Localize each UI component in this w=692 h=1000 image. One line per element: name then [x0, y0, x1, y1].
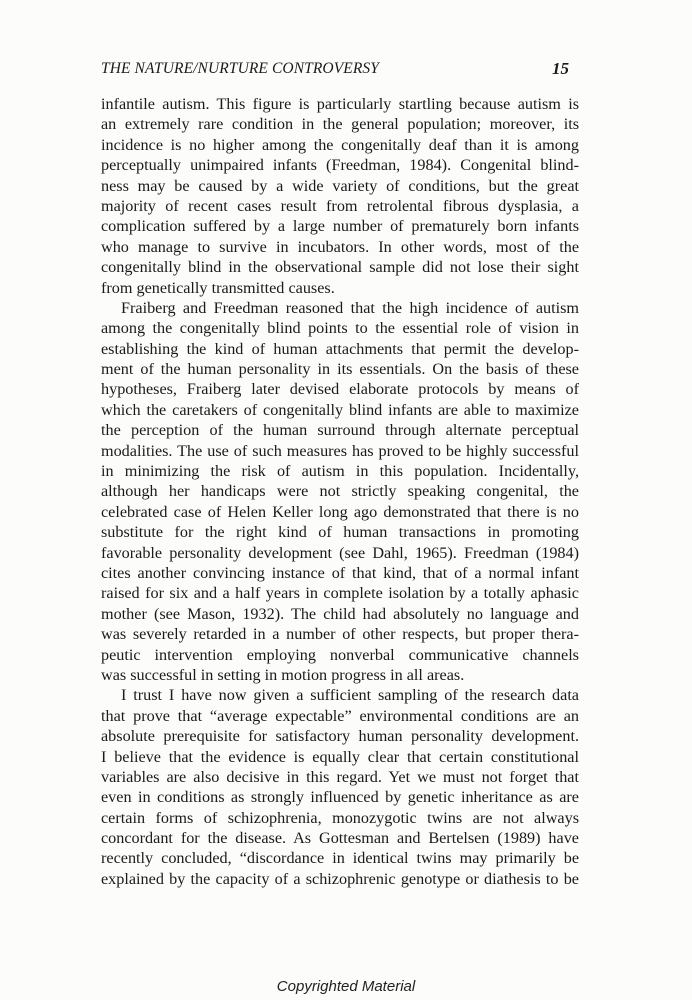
text-line: recently concluded, “discordance in identical twins may primarily be [101, 849, 579, 868]
text-line: complication suffered by a large number of prematurely born infants [101, 217, 579, 236]
text-line: infantile autism. This figure is particularly startling because autism is [101, 95, 579, 113]
text-line: although her handicaps were not strictly speaking congenital, the [101, 482, 579, 501]
text-line: cites another convincing instance of that kind, that of a normal infant [101, 563, 579, 582]
text-line: the perception of the human surround through alternate perceptual [101, 421, 579, 440]
text-line: ment of the human personality in its essentials. On the basis of these [101, 360, 579, 379]
text-line: which the caretakers of congenitally blind infants are able to maximize [101, 400, 579, 419]
text-line: in minimizing the risk of autism in this population. Incidentally, [101, 462, 579, 481]
text-line: variables are also decisive in this regard. Yet we must not forget that [101, 767, 579, 786]
text-line: majority of recent cases result from retrolental fibrous dysplasia, a [101, 196, 579, 215]
page-number: 15 [552, 59, 569, 78]
paragraph-1 [101, 94, 579, 298]
text-line: Fraiberg and Freedman reasoned that the high incidence of autism [121, 298, 579, 317]
text-line: I believe that the evidence is equally clear that certain constitutional [101, 747, 579, 766]
text-line: certain forms of schizophrenia, monozygotic twins are not always [101, 808, 579, 827]
text-line: celebrated case of Helen Keller long ago demonstrated that there is no [101, 502, 579, 521]
running-title: THE NATURE/NURTURE CONTROVERSY [101, 60, 379, 77]
text-line: modalities. The use of such measures has proved to be highly successful [101, 441, 579, 460]
paragraph-2 [101, 298, 579, 685]
text-line: among the congenitally blind points to the essential role of vision in [101, 319, 579, 338]
text-line: perceptually unimpaired infants (Freedman, 1984). Congenital blind- [101, 156, 579, 175]
text-line: concordant for the disease. As Gottesman and Bertelsen (1989) have [101, 829, 579, 848]
text-line: I trust I have now given a sufficient sampling of the research data [121, 686, 579, 705]
text-line: absolute prerequisite for satisfactory human personality development. [101, 727, 579, 746]
copyright-notice: Copyrighted Material [276, 978, 416, 995]
text-line: even in conditions as strongly influenced by genetic inheritance as are [101, 788, 579, 807]
text-line: who manage to survive in incubators. In other words, most of the [101, 237, 579, 256]
text-line: favorable personality development (see Dahl, 1965). Freedman (1984) [101, 543, 579, 562]
paragraph-3 [101, 685, 579, 889]
body-text [101, 94, 579, 889]
text-line: explained by the capacity of a schizophrenic genotype or diathesis to be [101, 869, 579, 888]
text-line: was successful in setting in motion progress in all areas. [101, 665, 465, 684]
text-line: mother (see Mason, 1932). The child had absolutely no language and [101, 604, 579, 623]
text-line: hypotheses, Fraiberg later devised elaborate protocols by means of [101, 380, 579, 399]
text-line: peutic intervention employing nonverbal communicative channels [101, 645, 579, 664]
text-line: that prove that “average expectable” environmental conditions are an [101, 706, 579, 725]
text-line: was severely retarded in a number of other respects, but proper thera- [101, 625, 579, 644]
text-line: ness may be caused by a wide variety of conditions, but the great [101, 176, 579, 195]
text-line: congenitally blind in the observational sample did not lose their sight [101, 258, 579, 277]
text-line: incidence is no higher among the congenitally deaf than it is among [101, 135, 579, 154]
text-line: raised for six and a half years in complete isolation by a totally aphasic [101, 584, 579, 603]
text-line: from genetically transmitted causes. [101, 278, 335, 297]
running-head [101, 60, 569, 82]
text-line: substitute for the right kind of human transactions in promoting [101, 523, 579, 542]
text-line: establishing the kind of human attachments that permit the develop- [101, 339, 579, 358]
text-line: an extremely rare condition in the general population; moreover, its [101, 115, 579, 134]
